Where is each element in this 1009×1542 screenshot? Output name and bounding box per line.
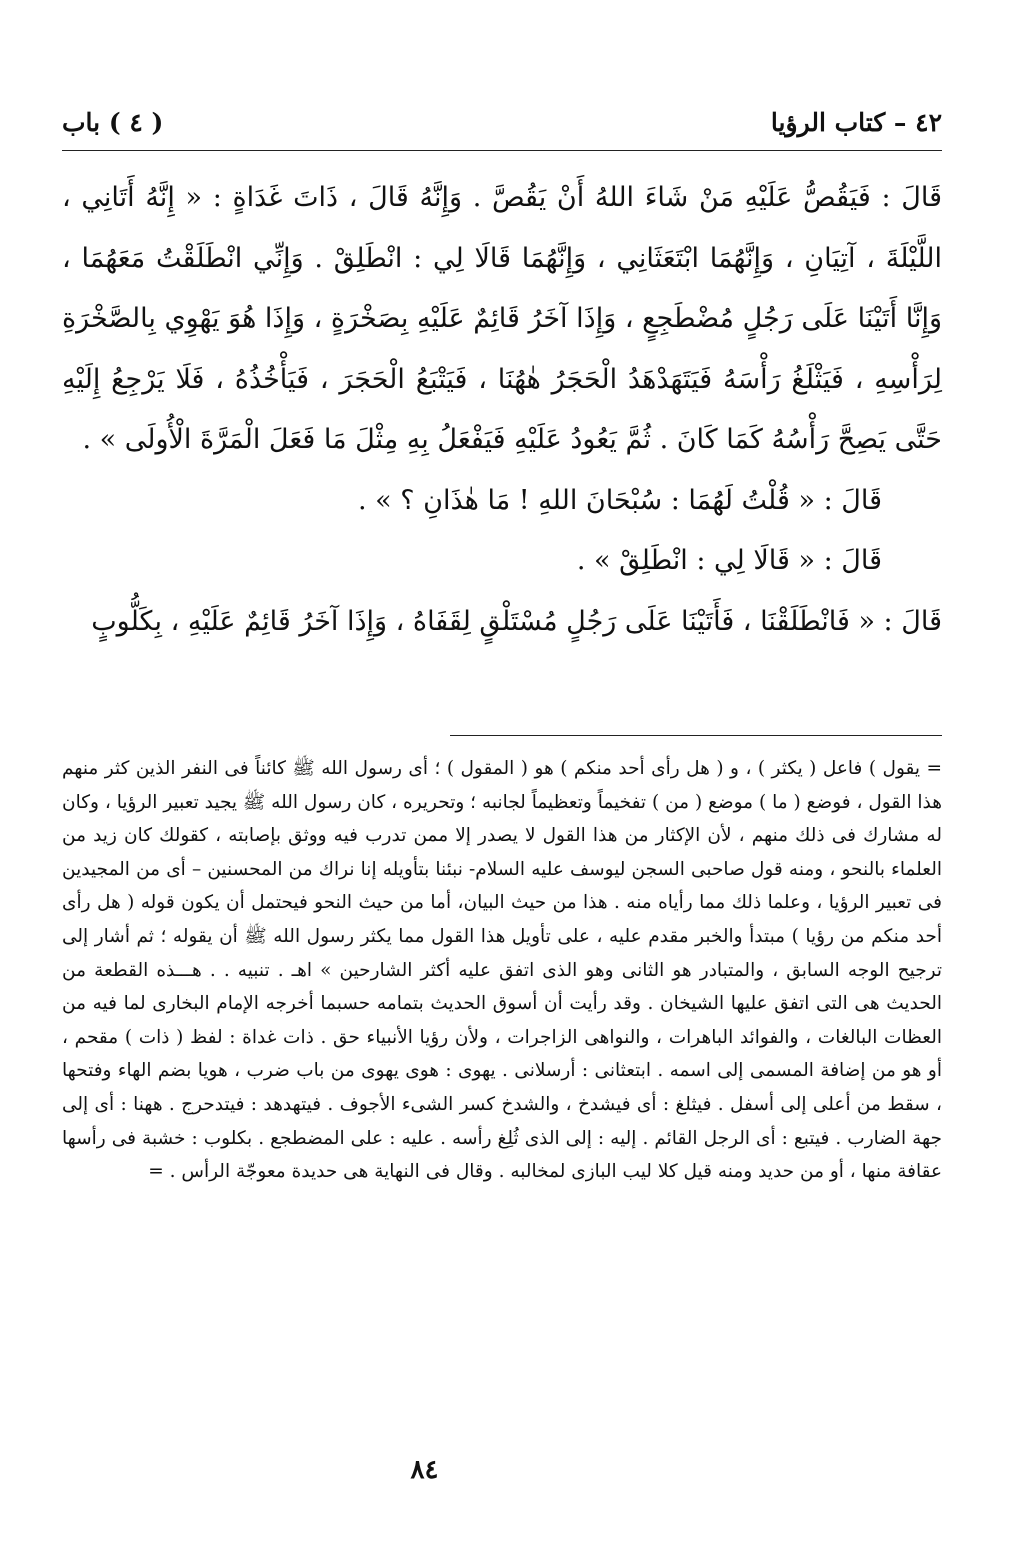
hadith-text	[62, 168, 942, 652]
running-header	[62, 102, 942, 148]
footnotes	[62, 752, 942, 1189]
chapter-label: ( ٤ ) باب	[62, 108, 164, 137]
book-title: ٤٢ – كتاب الرؤيا	[770, 108, 942, 137]
main-paragraph-3: قَالَ : « قَالَا لِي : انْطَلِقْ » .	[576, 545, 882, 576]
footnote-text: = يقول ) فاعل ( يكثر ) ، و ( هل رأى أحد منكم ) هو ( المقول ) ؛ أى رسول الله ﷺ كائناً فى النفر الذين كثر منهم هذا القول ، فوضع ( ما ) موضع ( من ) تفخيماً وتعظيماً لجانبه ؛ وتحريره ، كان رسول الله ﷺ يجيد تعبير الرؤيا ، وكان له مشارك فى ذلك منهم ، لأن الإكثار من هذا القول لا يصدر إلا ممن تدرب فيه ووثق بإصابته ، كقولك كان زيد من العلماء بالنحو ، ومنه قول صاحبى السجن ليوسف عليه السلام- نبئنا بتأويله إنا نراك من المحسنين – أى من المجيدين فى تعبير الرؤيا ، وعلما ذلك مما رأياه منه . هذا من حيث البيان، أما من حيث النحو فيحتمل أن يكون قوله ( هل رأى أحد منكم من رؤيا ) مبتدأ والخبر مقدم عليه ، على تأويل هذا القول مما يكثر رسول الله ﷺ أن يقوله ؛ ثم أشار إلى ترجيح الوجه السابق ، والمتبادر هو الثانى وهو الذى اتفق عليه أكثر الشارحين » اهـ . تنبيه . . هـــذه القطعة من الحديث هى التى اتفق عليها الشيخان . وقد رأيت أن أسوق الحديث بتمامه حسبما أخرجه الإمام البخارى لما فيه من العظات البالغات ، والفوائد الباهرات ، والنواهى الزاجرات ، ولأن رؤيا الأنبياء حق . ذات غداة : لفظ ( ذات ) مقحم ، أو هو من إضافة المسمى إلى اسمه . ابتعثانى : أرسلانى . يهوى : هوى يهوى من باب ضرب ، هويا بضم الهاء وفتحها ، سقط من أعلى إلى أسفل . فيثلغ : أى فيشدخ ، والشدخ كسر الشىء الأجوف . فيتهدهد : فيتدحرج . ههنا : أى إلى جهة الضارب . فيتبع : أى الرجل القائم . إليه : إلى الذى ثُلِغ رأسه . عليه : على المضطجع . بكلوب : خشبة فى رأسها عقافة منها ، أو من حديد ومنه قيل كلا ليب البازى لمخالبه . وقال فى النهاية هى حديدة معوجّة الرأس . =	[62, 758, 942, 1183]
header-rule	[62, 150, 942, 151]
main-paragraph-2: قَالَ : « قُلْتُ لَهُمَا : سُبْحَانَ اللهِ ! مَا هٰذَانِ ؟ » .	[357, 484, 882, 516]
page-number: ٨٤	[410, 1455, 439, 1485]
main-paragraph-1: قَالَ : فَيَقُصُّ عَلَيْهِ مَنْ شَاءَ اللهُ أَنْ يَقُصَّ . وَإِنَّهُ قَالَ ، ذَاتَ غَدَاةٍ : « إِنَّهُ أَتَانِي ، اللَّيْلَةَ ، آتِيَانِ ، وَإِنَّهُمَا ابْتَعَثَانِي ، وَإِنَّهُمَا قَالَا لِي : انْطَلِقْ . وَإِنِّي انْطَلَقْتُ مَعَهُمَا ، وَإِنَّا أَتَيْنَا عَلَى رَجُلٍ مُضْطَجِعٍ ، وَإِذَا آخَرُ قَائِمٌ عَلَيْهِ بِصَخْرَةٍ ، وَإِذَا هُوَ يَهْوِي بِالصَّخْرَةِ لِرَأْسِهِ ، فَيَثْلَغُ رَأْسَهُ فَيَتَهَدْهَدُ الْحَجَرُ هٰهُنَا ، فَيَتْبَعُ الْحَجَرَ ، فَيَأْخُذُهُ ، فَلَا يَرْجِعُ إِلَيْهِ حَتَّى يَصِحَّ رَأْسُهُ كَمَا كَانَ . ثُمَّ يَعُودُ عَلَيْهِ فَيَفْعَلُ بِهِ مِثْلَ مَا فَعَلَ الْمَرَّةَ الْأُولَى » .	[62, 182, 942, 455]
footnote-separator	[450, 735, 942, 736]
main-paragraph-4: قَالَ : « فَانْطَلَقْنَا ، فَأَتَيْنَا عَلَى رَجُلٍ مُسْتَلْقٍ لِقَفَاهُ ، وَإِذَا آخَرُ قَائِمٌ عَلَيْهِ ، بِكَلُّوبٍ	[91, 605, 942, 637]
